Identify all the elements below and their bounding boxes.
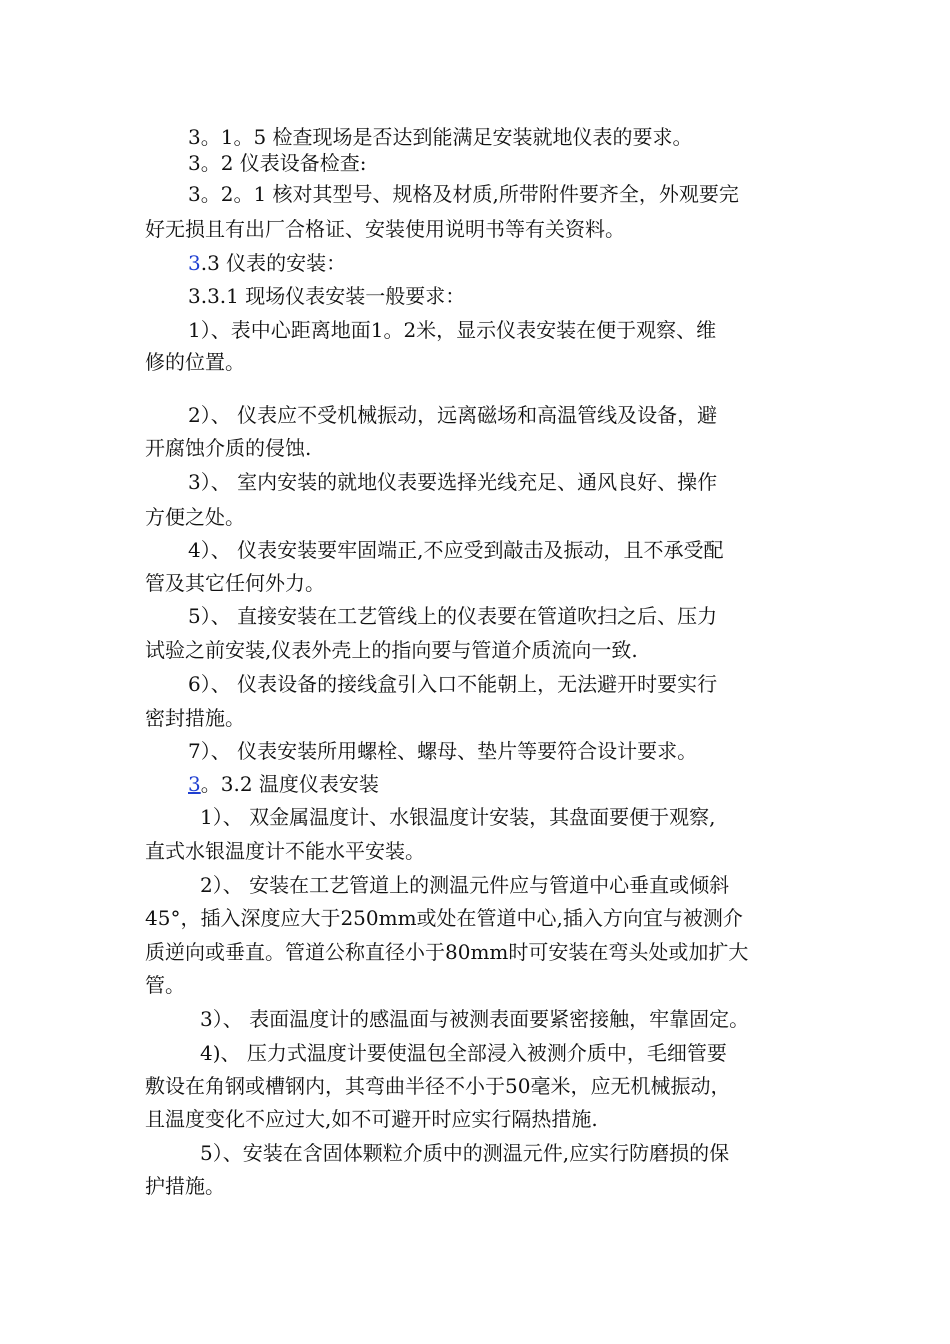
temp-item-5-cont: 护措施。 [145,1174,225,1198]
temp-item-1: 1）、 双金属温度计、水银温度计安装，其盘面要便于观察, [200,805,716,829]
heading-3-3 [188,250,346,276]
temp-item-4: 4)、 压力式温度计要使温包全部浸入被测介质中，毛细管要 [200,1041,727,1065]
temp-item-5: 5）、安装在含固体颗粒介质中的测温元件,应实行防磨损的保 [200,1141,730,1165]
temp-item-2-cont-3: 管。 [145,973,185,997]
temp-item-2-cont-1: 45°，插入深度应大于250mm或处在管道中心,插入方向宜与被测介 [145,906,743,930]
list-item-7: 7）、 仪表安装所用螺栓、螺母、垫片等要符合设计要求。 [188,739,698,763]
line-3-1-5: 3。1。5 检查现场是否达到能满足安装就地仪表的要求。 [188,125,693,149]
heading-3-3-2 [188,771,379,797]
heading-3-3-2-text: 。3.2 温度仪表安装 [200,772,379,796]
line-3-2-1-cont: 好无损且有出厂合格证、安装使用说明书等有关资料。 [145,217,625,241]
heading-3-2: 3。2 仪表设备检查: [188,151,367,175]
section-number-link[interactable]: 3 [188,772,201,796]
list-item-1-cont: 修的位置。 [145,350,245,374]
heading-3-3-1: 3.3.1 现场仪表安装一般要求： [188,284,466,308]
list-item-4: 4）、 仪表安装要牢固端正,不应受到敲击及振动，且不承受配 [188,538,724,562]
temp-item-4-cont-2: 且温度变化不应过大,如不可避开时应实行隔热措施. [145,1107,598,1131]
temp-item-3: 3）、 表面温度计的感温面与被测表面要紧密接触，牢靠固定。 [200,1007,750,1031]
list-item-6: 6）、 仪表设备的接线盒引入口不能朝上，无法避开时要实行 [188,672,718,696]
line-3-2-1: 3。2。1 核对其型号、规格及材质,所带附件要齐全，外观要完 [188,182,739,206]
temp-item-2: 2）、 安装在工艺管道上的测温元件应与管道中心垂直或倾斜 [200,873,730,897]
section-number-link[interactable]: 3 [188,251,201,275]
temp-item-2-cont-2: 质逆向或垂直。管道公称直径小于80mm时可安装在弯头处或加扩大 [145,940,749,964]
list-item-2-cont: 开腐蚀介质的侵蚀. [145,436,312,460]
list-item-4-cont: 管及其它任何外力。 [145,571,325,595]
list-item-3: 3）、 室内安装的就地仪表要选择光线充足、通风良好、操作 [188,470,718,494]
list-item-1: 1）、表中心距离地面1。2米，显示仪表安装在便于观察、维 [188,318,717,342]
list-item-2: 2）、 仪表应不受机械振动，远离磁场和高温管线及设备，避 [188,403,718,427]
list-item-5-cont: 试验之前安装,仪表外壳上的指向要与管道介质流向一致. [145,638,638,662]
list-item-3-cont: 方便之处。 [145,505,245,529]
heading-3-3-text: .3 仪表的安装： [200,251,347,275]
temp-item-4-cont-1: 敷设在角钢或槽钢内，其弯曲半径不小于50毫米，应无机械振动， [145,1074,731,1098]
list-item-6-cont: 密封措施。 [145,706,245,730]
list-item-5: 5）、 直接安装在工艺管线上的仪表要在管道吹扫之后、压力 [188,604,718,628]
temp-item-1-cont: 直式水银温度计不能水平安装。 [145,839,425,863]
